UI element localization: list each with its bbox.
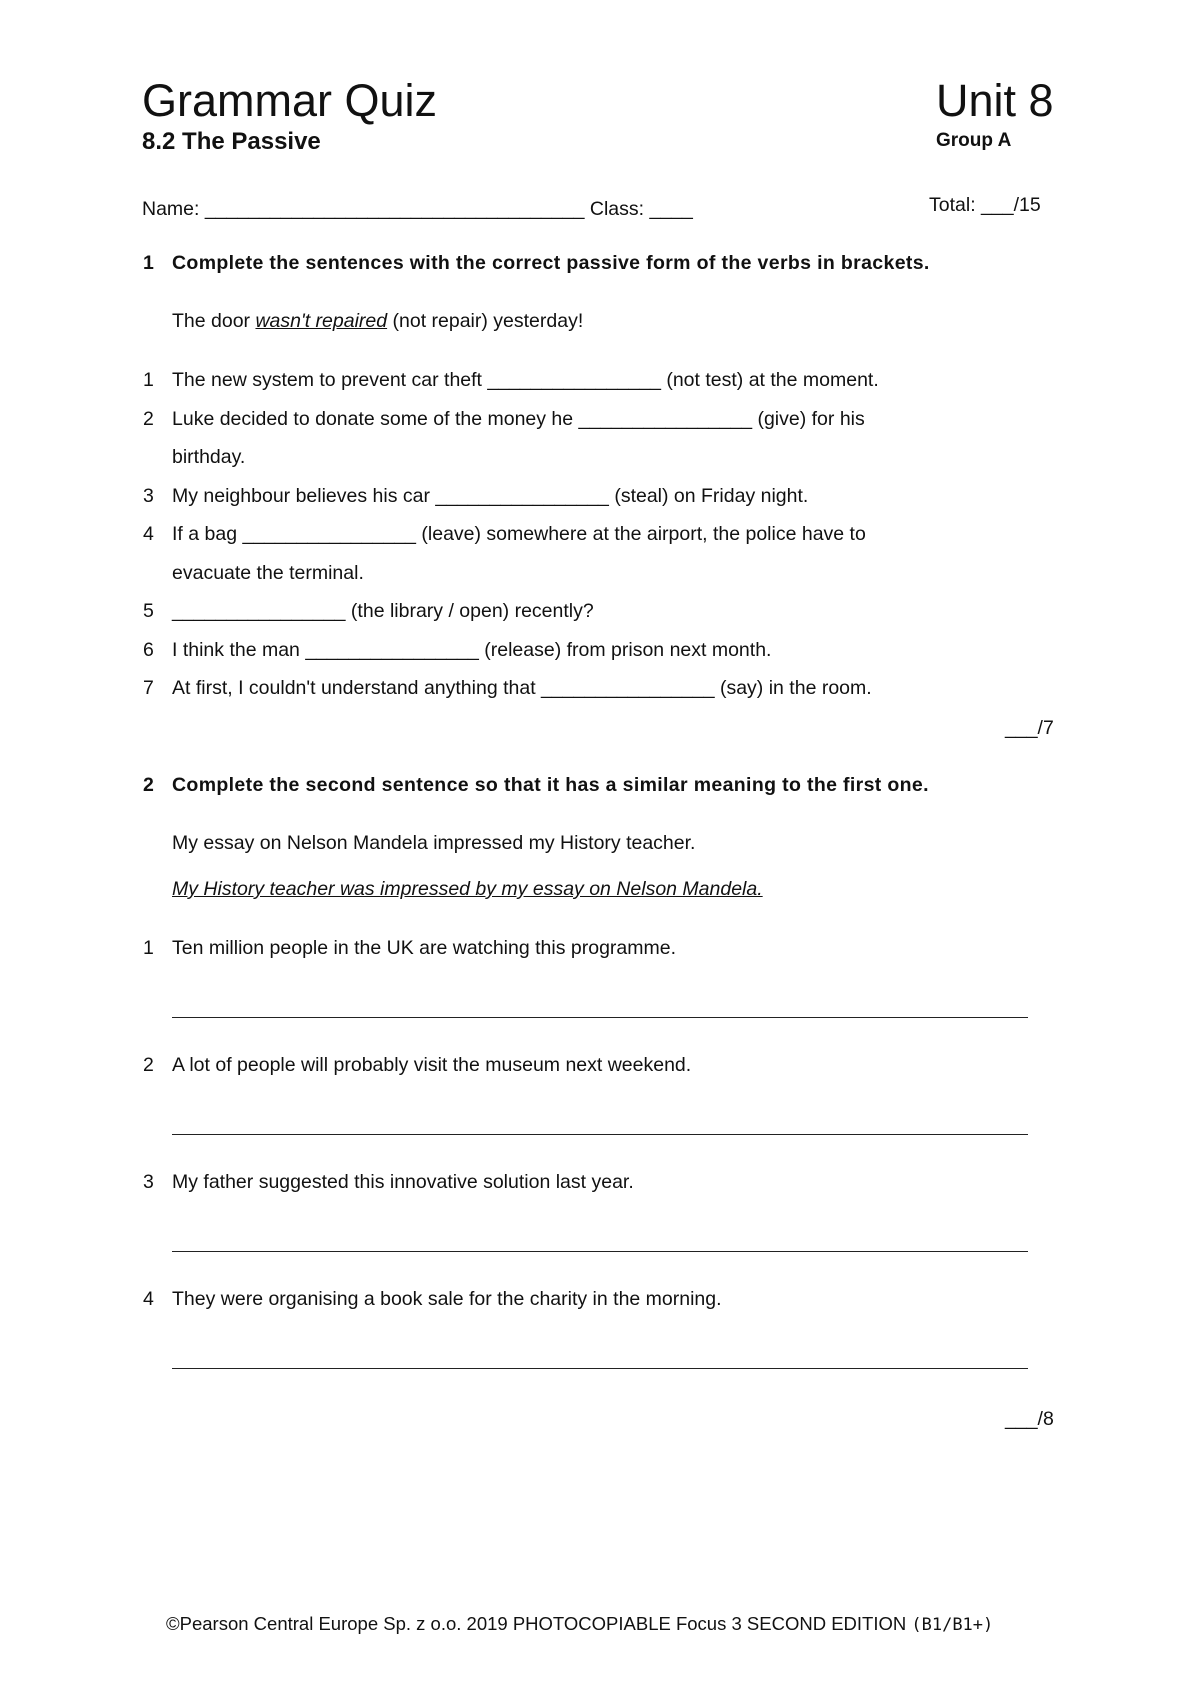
answer-line[interactable] bbox=[172, 1134, 1028, 1135]
section1-score: ___/7 bbox=[1005, 717, 1054, 739]
section2-item-text: Ten million people in the UK are watching this programme. bbox=[172, 937, 677, 959]
footer bbox=[166, 1613, 993, 1635]
section1-item-text: The new system to prevent car theft ________________ (not test) at the moment. bbox=[172, 369, 879, 391]
section2-item-number: 3 bbox=[143, 1171, 154, 1193]
section2-item-number: 2 bbox=[143, 1054, 154, 1076]
section1-number: 1 bbox=[143, 252, 155, 274]
section2-score: ___/8 bbox=[1005, 1408, 1054, 1430]
section1-item-text: birthday. bbox=[172, 446, 246, 468]
name-blank[interactable]: ___________________________________ bbox=[204, 198, 585, 220]
answer-line[interactable] bbox=[172, 1017, 1028, 1018]
section1-item-number: 5 bbox=[143, 600, 154, 622]
section1-item-text: If a bag ________________ (leave) somewhere at the airport, the police have to bbox=[172, 523, 866, 545]
unit-label: Unit 8 bbox=[936, 75, 1054, 126]
section1-instruction: Complete the sentences with the correct passive form of the verbs in brackets. bbox=[172, 252, 930, 274]
footer-level: (B1/B1+) bbox=[911, 1615, 994, 1635]
section1-item-number: 7 bbox=[143, 677, 154, 699]
class-label: Class: bbox=[589, 198, 645, 220]
section2-number: 2 bbox=[143, 774, 155, 796]
section1-item-number: 3 bbox=[143, 484, 154, 507]
section1-item-text: At first, I couldn't understand anything that ________________ (say) in the room. bbox=[172, 677, 872, 699]
example-after: (not repair) yesterday! bbox=[387, 310, 584, 332]
section2-item-number: 4 bbox=[143, 1288, 154, 1310]
total-score: ___/15 bbox=[981, 194, 1041, 216]
section2-item-text: A lot of people will probably visit the museum next weekend. bbox=[172, 1054, 692, 1076]
section1-item-text: Luke decided to donate some of the money he ________________ (give) for his bbox=[172, 407, 865, 430]
example-before: The door bbox=[172, 310, 256, 332]
section1-item-number: 6 bbox=[143, 638, 154, 661]
section1-example bbox=[172, 310, 583, 333]
footer-text: ©Pearson Central Europe Sp. z o.o. 2019 PHOTOCOPIABLE Focus 3 SECOND EDITION bbox=[166, 1613, 912, 1634]
section1-item-number: 1 bbox=[143, 369, 154, 391]
name-class-row bbox=[142, 198, 693, 221]
section2-item-text: My father suggested this innovative solution last year. bbox=[172, 1171, 634, 1193]
group-label: Group A bbox=[936, 130, 1012, 151]
section2-example-answer: My History teacher was impressed by my essay on Nelson Mandela. bbox=[172, 878, 763, 900]
section1-item-number: 2 bbox=[143, 407, 154, 430]
name-label: Name: bbox=[142, 198, 200, 220]
total-row bbox=[929, 194, 1041, 217]
section1-item-text: My neighbour believes his car ________________ (steal) on Friday night. bbox=[172, 484, 809, 507]
section1-item-number: 4 bbox=[143, 523, 154, 545]
page-title: Grammar Quiz bbox=[142, 75, 438, 126]
section2-item-number: 1 bbox=[143, 937, 154, 959]
answer-line[interactable] bbox=[172, 1368, 1028, 1369]
class-blank[interactable]: ____ bbox=[649, 198, 693, 220]
section2-example-sentence: My essay on Nelson Mandela impressed my History teacher. bbox=[172, 832, 696, 854]
page-subtitle: 8.2 The Passive bbox=[142, 128, 321, 155]
total-label: Total: bbox=[929, 194, 976, 216]
example-answer: wasn't repaired bbox=[255, 310, 388, 332]
answer-line[interactable] bbox=[172, 1251, 1028, 1252]
section1-item-text: I think the man ________________ (release) from prison next month. bbox=[172, 638, 772, 661]
section2-item-text: They were organising a book sale for the charity in the morning. bbox=[172, 1288, 722, 1310]
section1-item-text: ________________ (the library / open) recently? bbox=[172, 600, 594, 622]
section2-instruction: Complete the second sentence so that it has a similar meaning to the first one. bbox=[172, 774, 929, 796]
section1-item-text: evacuate the terminal. bbox=[172, 561, 364, 584]
